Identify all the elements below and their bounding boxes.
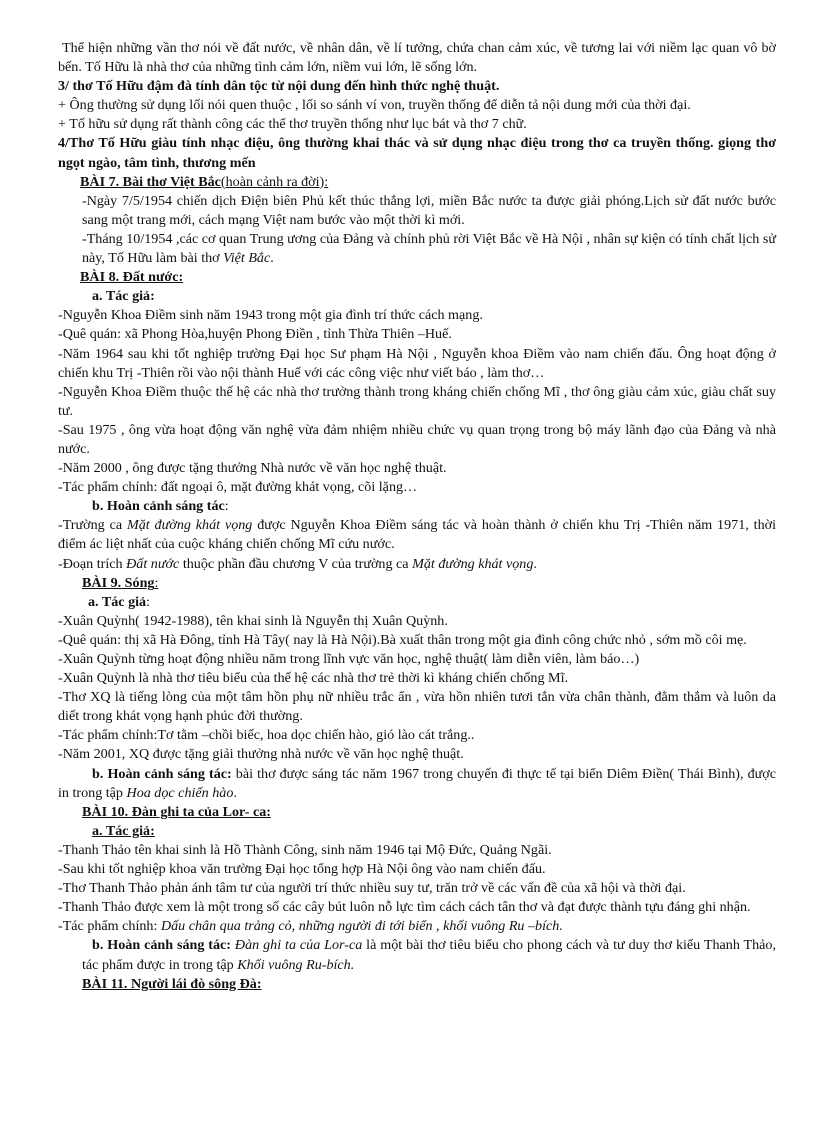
lesson-8-author-line: -Năm 2000 , ông được tặng thưởng Nhà nước về văn học nghệ thuật.	[58, 460, 447, 477]
lesson-10-author-line: -Thanh Thảo được xem là một trong số các cây bút luôn nỗ lực tìm cách cách tân thơ và đạt được thành tựu đáng ghi nhận.	[58, 899, 751, 916]
lesson-9-author-line: -Tác phẩm chính:Tơ tằm –chồi biếc, hoa dọc chiến hào, gió lào cát trắng..	[58, 727, 475, 744]
lesson-9-author-line: -Quê quán: thị xã Hà Đông, tỉnh Hà Tây( nay là Hà Nội).Bà xuất thân trong một gia đình công chức nhỏ , sớm mồ côi mẹ.	[58, 631, 747, 648]
lesson-8-author-line: -Năm 1964 sau khi tốt nghiệp trường Đại học Sư phạm Hà Nội , Nguyễn khoa Điềm vào nam chiến đấu. Ông hoạt động ở chiến khu Trị -Thiên rồi vào nội thành Huế với các công việc như viết báo , làm thơ…	[58, 345, 776, 381]
lesson-9-author-line: -Xuân Quỳnh( 1942-1988), tên khai sinh là Nguyễn thị Xuân Quỳnh.	[58, 612, 448, 629]
lesson-10-author-line: -Thơ Thanh Thảo phản ánh tâm tư của người trí thức nhiều suy tư, trăn trở về các vấn đề của xã hội và thời đại.	[58, 880, 686, 897]
intro-bullet-2: + Tố hữu sử dụng rất thành công các thể thơ truyền thống như lục bát và thơ 7 chữ.	[58, 116, 527, 133]
lesson-9-author-line: -Thơ XQ là tiếng lòng của một tâm hồn phụ nữ nhiều trắc ẩn , vừa hồn nhiên tươi tắn vừa chân thành, đằm thắm và luôn da diết trong khát vọng hạnh phúc đời thường.	[58, 689, 776, 725]
section-heading-3: 3/ thơ Tố Hữu đậm đà tính dân tộc từ nội dung đến hình thức nghệ thuật.	[58, 78, 500, 95]
lesson-9-author-line: -Xuân Quỳnh từng hoạt động nhiều năm trong lĩnh vực văn học, nghệ thuật( làm diễn viên, làm báo…)	[58, 651, 640, 667]
section-heading-4: 4/Thơ Tố Hữu giàu tính nhạc điệu, ông thường khai thác và sử dụng nhạc điệu trong thơ ca truyền thống. giọng thơ ngọt ngào, tâm tình, thương mến	[58, 135, 776, 171]
lesson-7-line-1: -Ngày 7/5/1954 chiến dịch Điện biên Phủ kết thúc thắng lợi, miền Bắc nước ta được giải phóng.Lịch sử đất nước bước sang một trang mới, cách mạng Việt nam bước vào một thời kì mới.	[82, 192, 776, 228]
lesson-9-author-label: a. Tác giả:	[88, 593, 150, 610]
lesson-8-author-line: -Tác phẩm chính: đất ngoại ô, mặt đường khát vọng, cõi lặng…	[58, 479, 418, 496]
lesson-8-context-label: b. Hoàn cảnh sáng tác:	[92, 498, 229, 515]
lesson-8-author-line: -Nguyễn Khoa Điềm thuộc thế hệ các nhà thơ trưởng thành trong kháng chiến chống Mĩ , thơ ông giàu cảm xúc, giàu chất suy tư.	[58, 383, 776, 419]
document-page	[58, 39, 776, 994]
intro-paragraph: Thể hiện những vần thơ nói về đất nước, về nhân dân, về lí tưởng, chứa chan cảm xúc, về tương lai với niềm lạc quan vô bờ bến. Tố Hữu là nhà thơ của những tình cảm lớn, niềm vui lớn, lẽ sống lớn.	[58, 40, 777, 76]
lesson-10-context: b. Hoàn cảnh sáng tác: Đàn ghi ta của Lor-ca là một bài thơ tiêu biểu cho phong cách và tư duy thơ kiểu Thanh Thảo, tác phẩm được in trong tập Khối vuông Ru-bích.	[82, 937, 777, 973]
lesson-10-works: -Tác phẩm chính: Dấu chân qua trảng cỏ, những người đi tới biển , khối vuông Ru –bích.	[58, 918, 563, 935]
lesson-8-context-line-1: -Trường ca Mặt đường khát vọng được Nguyễn Khoa Điềm sáng tác và hoàn thành ở chiến khu Trị -Thiên năm 1971, thời điểm ác liệt nhất của cuộc kháng chiến chống Mĩ cứu nước.	[58, 517, 776, 553]
lesson-10-author-label: a. Tác giả:	[92, 822, 155, 839]
lesson-8-author-line: -Nguyễn Khoa Điềm sinh năm 1943 trong một gia đình trí thức cách mạng.	[58, 307, 483, 324]
lesson-7-line-2: -Tháng 10/1954 ,các cơ quan Trung ương của Đảng và chính phủ rời Việt Bắc về Hà Nội , nhân sự kiện có tính chất lịch sử này, Tố Hữu làm bài thơ Việt Bắc.	[82, 230, 776, 267]
lesson-8-title: BÀI 8. Đất nước:	[80, 269, 184, 286]
lesson-8-author-line: -Sau 1975 , ông vừa hoạt động văn nghệ vừa đảm nhiệm nhiều chức vụ quan trọng trong bộ máy lãnh đạo của Đảng và nhà nước.	[58, 421, 776, 457]
lesson-10-title: BÀI 10. Đàn ghi ta của Lor- ca:	[82, 803, 271, 820]
lesson-10-author-line: -Sau khi tốt nghiệp khoa văn trường Đại học tổng hợp Hà Nội ông vào nam chiến đấu.	[58, 861, 546, 878]
lesson-9-context: b. Hoàn cảnh sáng tác: bài thơ được sáng tác năm 1967 trong chuyến đi thực tế tại biển Diêm Điền( Thái Bình), được in trong tập Hoa dọc chiến hào.	[58, 765, 776, 801]
lesson-9-author-line: -Xuân Quỳnh là nhà thơ tiêu biểu của thế hệ các nhà thơ trẻ thời kì kháng chiến chống Mĩ.	[58, 670, 569, 687]
lesson-7-title: BÀI 7. Bài thơ Việt Bắc(hoàn cảnh ra đời):	[80, 173, 329, 190]
lesson-9-title: BÀI 9. Sóng:	[82, 574, 159, 591]
lesson-9-author-line: -Năm 2001, XQ được tặng giải thưởng nhà nước về văn học nghệ thuật.	[58, 746, 464, 763]
intro-bullet-1: + Ông thường sử dụng lối nói quen thuộc , lối so sánh ví von, truyền thống để diễn tả nội dung mới của thời đại.	[58, 97, 691, 114]
lesson-8-author-label: a. Tác giả:	[92, 288, 155, 305]
lesson-11-title: BÀI 11. Người lái đò sông Đà:	[82, 975, 262, 992]
lesson-8-author-line: -Quê quán: xã Phong Hòa,huyện Phong Điền , tỉnh Thừa Thiên –Huế.	[58, 326, 452, 343]
lesson-10-author-line: -Thanh Thảo tên khai sinh là Hồ Thành Công, sinh năm 1946 tại Mộ Đức, Quảng Ngãi.	[58, 841, 552, 858]
lesson-8-context-line-2: -Đoạn trích Đất nước thuộc phần đầu chương V của trường ca Mặt đường khát vọng.	[58, 555, 537, 572]
